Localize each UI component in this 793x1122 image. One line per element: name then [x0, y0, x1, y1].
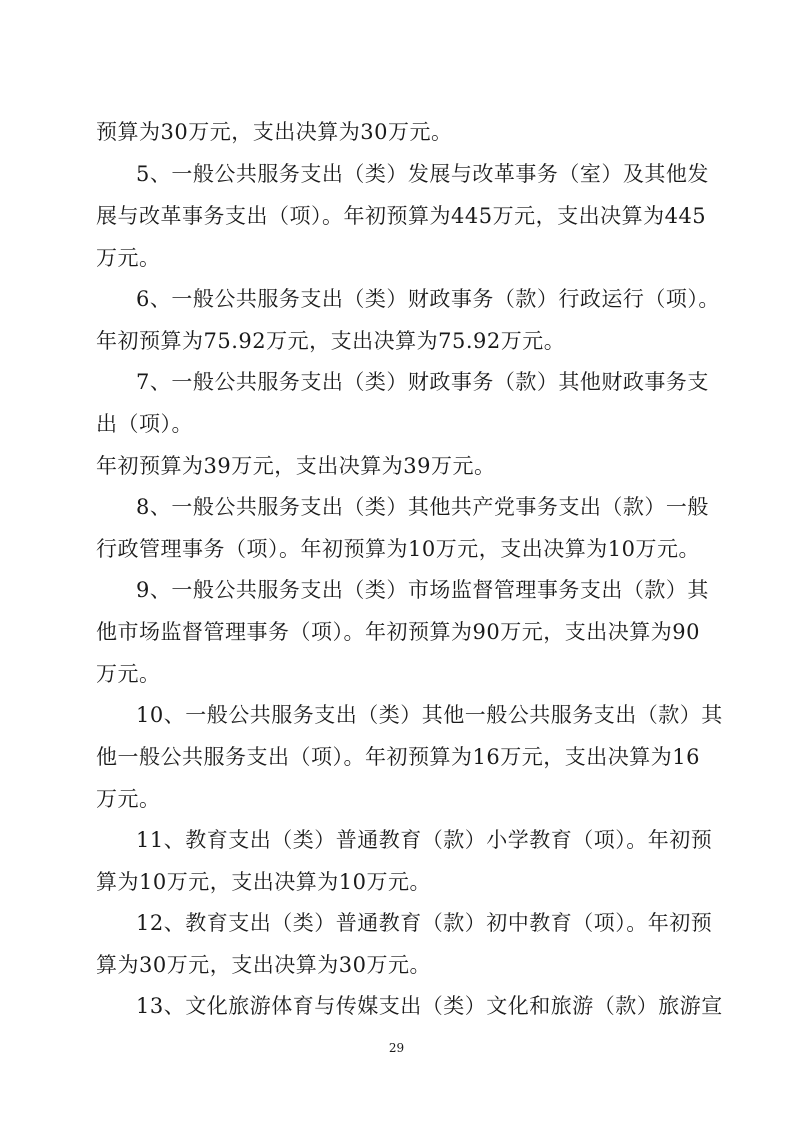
- text-line: 预算为30万元，支出决算为30万元。: [96, 120, 453, 144]
- paragraph-first-line: 12、教育支出（类）普通教育（款）初中教育（项）。年初预: [136, 911, 713, 935]
- paragraph-first-line: 6、一般公共服务支出（类）财政事务（款）行政运行（项）。: [136, 287, 720, 311]
- text-line: 万元。: [96, 246, 161, 270]
- paragraph-first-line: 13、文化旅游体育与传媒支出（类）文化和旅游（款）旅游宣: [136, 994, 723, 1018]
- text-line: 展与改革事务支出（项）。年初预算为445万元，支出决算为445: [96, 204, 707, 228]
- paragraph-first-line: 9、一般公共服务支出（类）市场监督管理事务支出（款）其: [136, 578, 709, 602]
- text-line: 年初预算为39万元，支出决算为39万元。: [96, 454, 496, 478]
- text-line: 他一般公共服务支出（项）。年初预算为16万元，支出决算为16: [96, 745, 700, 769]
- text-line: 他市场监督管理事务（项）。年初预算为90万元，支出决算为90: [96, 620, 700, 644]
- paragraph-first-line: 5、一般公共服务支出（类）发展与改革事务（室）及其他发: [136, 162, 709, 186]
- paragraph-first-line: 7、一般公共服务支出（类）财政事务（款）其他财政事务支: [136, 370, 709, 394]
- text-line: 万元。: [96, 662, 161, 686]
- paragraph-first-line: 11、教育支出（类）普通教育（款）小学教育（项）。年初预: [136, 828, 713, 852]
- page-number: 29: [388, 1041, 405, 1055]
- text-line: 出（项）。: [96, 412, 193, 436]
- paragraph-first-line: 10、一般公共服务支出（类）其他一般公共服务支出（款）其: [136, 703, 723, 727]
- text-line: 算为30万元，支出决算为30万元。: [96, 953, 431, 977]
- text-line: 年初预算为75.92万元，支出决算为75.92万元。: [96, 329, 566, 353]
- text-line: 行政管理事务（项）。年初预算为10万元，支出决算为10万元。: [96, 537, 700, 561]
- text-line: 万元。: [96, 787, 161, 811]
- paragraph-first-line: 8、一般公共服务支出（类）其他共产党事务支出（款）一般: [136, 495, 709, 519]
- text-line: 算为10万元，支出决算为10万元。: [96, 870, 431, 894]
